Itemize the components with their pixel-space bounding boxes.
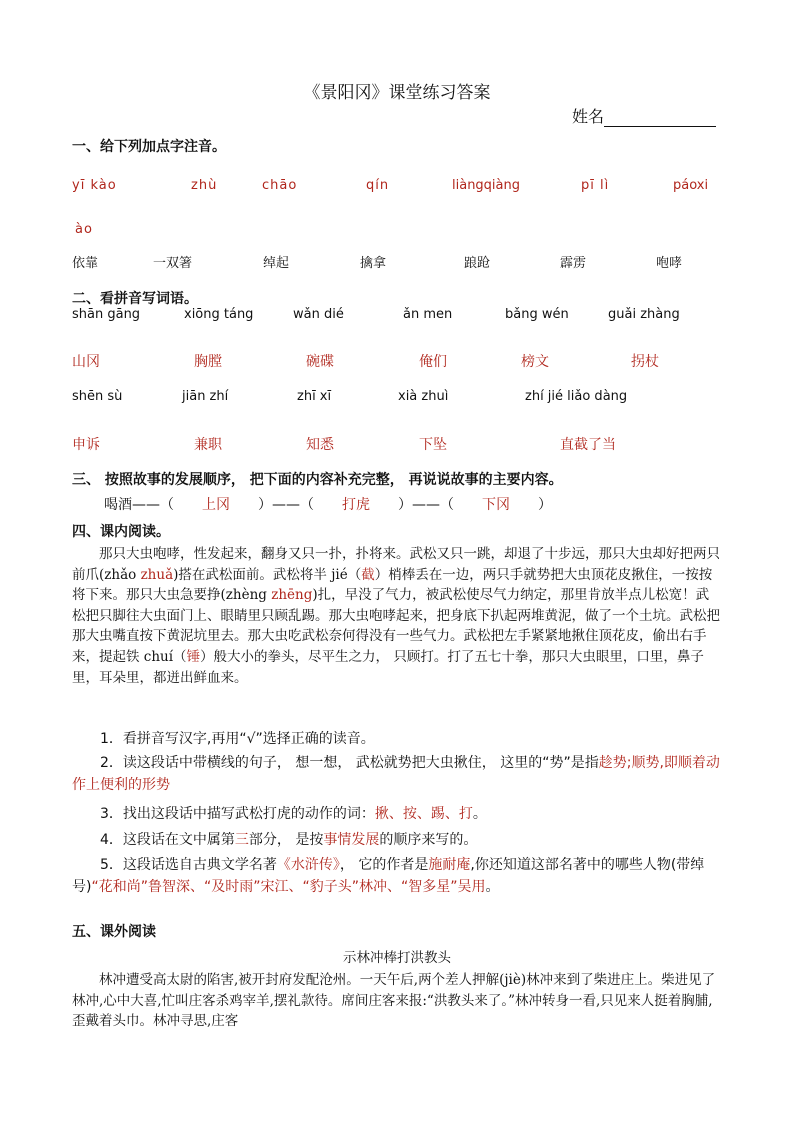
- s2-answer-2: 胸膛: [194, 354, 222, 370]
- s1-pinyin-7: páoxi: [673, 178, 709, 193]
- passage-part-3: ）梢棒丢在一边，两只手就势把大虫顶花皮揪住，一按按将下来。那只大虫急要挣(: [72, 566, 713, 604]
- s3-answer-2: 打虎: [342, 497, 370, 513]
- q3-text: 3．找出这段话中描写武松打虎的动作的词：: [100, 806, 375, 822]
- q4-a: 4．这段话在文中属第: [100, 832, 235, 848]
- q5-answer-2: 施耐庵: [428, 857, 471, 873]
- s2-pinyin-3: wǎn dié: [293, 307, 344, 322]
- section-4-heading: 四、课内阅读。: [72, 524, 170, 540]
- s3-answer-3: 下冈: [482, 497, 510, 513]
- q4-answer-1: 三: [234, 832, 249, 848]
- answer-chui-char: 锤: [186, 648, 201, 665]
- s3-mid-2: ）——（: [398, 497, 454, 513]
- s3-start: 喝酒——（: [104, 497, 174, 513]
- q4-b: 部分， 是按: [248, 832, 324, 848]
- s1-word-4: 擒拿: [360, 256, 387, 271]
- q3-end: 。: [472, 806, 487, 822]
- s1-pinyin-8: ào: [75, 222, 93, 237]
- s2-answer-8: 兼职: [194, 437, 222, 453]
- s1-word-2: 一双箸: [153, 256, 193, 271]
- q5-b: ， 它的作者是: [339, 857, 429, 873]
- s1-pinyin-2: zhù: [191, 178, 218, 193]
- s2-answer-3: 碗碟: [306, 354, 334, 370]
- q5-a: 5．这段话选自古典文学名著: [100, 857, 277, 873]
- name-field: [572, 104, 716, 127]
- s2-pinyin-7: shēn sù: [72, 389, 123, 404]
- s1-pinyin-6: pī lì: [581, 178, 610, 193]
- s3-sequence: [104, 494, 552, 514]
- s2-pinyin-1: shān gāng: [72, 307, 141, 322]
- s1-pinyin-1: yī kào: [72, 178, 117, 193]
- q2-text: 2．读这段话中带横线的句子， 想一想， 武松就势把大虫揪住， 这里的“势”是指: [100, 755, 599, 771]
- section-3-heading: 三、 按照故事的发展顺序， 把下面的内容补充完整， 再说说故事的主要内容。: [72, 472, 563, 488]
- s4-question-1: 1．看拼音写汉字,再用“√”选择正确的读音。: [100, 731, 375, 747]
- name-label: 姓名: [572, 107, 605, 126]
- s1-word-5: 踉跄: [464, 256, 491, 271]
- s2-answer-7: 申诉: [72, 437, 100, 453]
- s3-end: ）: [538, 497, 552, 513]
- s2-pinyin-6: guǎi zhàng: [608, 307, 680, 322]
- passage-part-4: )扎，早没了气力，被武松使尽气力纳定，那里肯放半点儿松宽！武松把只脚往大虫面门上、眼睛里只顾乱踢。那大虫咆哮起来，把身底下扒起两堆黄泥，做了一个土坑。武松把那大虫嘴直按下黄泥坑里去。那大虫吃武松奈何得没有一些气力。武松把左手紧紧地揪住顶花皮，偷出右手来，提起铁 chuí（: [72, 587, 720, 665]
- s2-answer-10: 下坠: [419, 437, 447, 453]
- s2-pinyin-8: jiān zhí: [182, 389, 229, 404]
- name-blank-line: [604, 110, 716, 127]
- s1-word-1: 依靠: [72, 256, 99, 271]
- q4-c: 的顺序来写的。: [379, 832, 478, 848]
- section-2-heading: 二、看拼音写词语。: [72, 291, 198, 307]
- q3-answer: 揪、按、踢、打: [374, 806, 473, 822]
- s4-question-5: [72, 854, 722, 898]
- s1-pinyin-3: chāo: [262, 178, 298, 193]
- section-5-heading: 五、课外阅读: [72, 924, 156, 940]
- s1-word-6: 霹雳: [560, 256, 587, 271]
- s1-word-3: 绰起: [263, 256, 290, 271]
- q5-answer-1: 《水浒传》: [276, 857, 340, 873]
- s2-answer-1: 山冈: [72, 354, 100, 370]
- s4-passage: [72, 544, 722, 688]
- s5-paragraph: 林冲遭受高太尉的陷害,被开封府发配沧州。一天午后,两个差人押解(jiè)林冲来到了柴进庄上。柴进见了林冲,心中大喜,忙叫庄客杀鸡宰羊,摆礼款待。席间庄客来报:“洪教头来了。”林冲转身一看,只见来人挺着胸脯,歪戴着头巾。林冲寻思,庄客: [72, 972, 716, 1030]
- paren-open: （: [347, 566, 362, 583]
- q5-c: ,你还知道这部名著中的哪些人物(带绰号): [72, 857, 705, 895]
- s3-answer-1: 上冈: [202, 497, 230, 513]
- q2-answer: 趁势;顺势,即顺着动作上便利的形势: [72, 755, 720, 793]
- s2-answer-9: 知悉: [306, 437, 334, 453]
- s5-text: [72, 970, 722, 1032]
- s2-pinyin-5: bǎng wén: [505, 307, 569, 322]
- s2-pinyin-11: zhí jié liǎo dàng: [525, 389, 628, 404]
- passage-part-5: ）般大小的拳头，尽平生之力， 只顾打。打了五七十拳，那只大虫眼里，口里，鼻子里，耳朵里，都迸出鲜血来。: [72, 648, 704, 686]
- pinyin-option-1: zhǎo: [104, 566, 137, 583]
- passage-part-1: 那只大虫咆哮，性发起来，翻身又只一扑，扑将来。武松又只一跳，却退了十步远，那只大虫却好把两只前爪(: [72, 546, 720, 583]
- page-title: 《景阳冈》课堂练习答案: [303, 83, 491, 103]
- pinyin-option-4: zhēng: [271, 587, 313, 604]
- pinyin-jie: jié: [331, 566, 348, 583]
- s2-answer-6: 拐杖: [631, 354, 659, 370]
- s2-pinyin-4: ǎn men: [403, 307, 453, 322]
- s2-pinyin-10: xià zhuì: [398, 389, 449, 404]
- q5-answer-3: “花和尚”鲁智深、“及时雨”宋江、“豹子头”林冲、“智多星”吴用: [91, 879, 486, 895]
- s1-pinyin-4: qín: [366, 178, 390, 193]
- s2-answer-4: 俺们: [419, 354, 447, 370]
- q4-answer-2: 事情发展: [323, 832, 380, 848]
- s1-pinyin-5: liàngqiàng: [452, 178, 521, 193]
- s2-pinyin-2: xiōng táng: [184, 307, 254, 322]
- pinyin-option-2: zhuǎ: [140, 566, 174, 583]
- s2-answer-5: 榜文: [521, 354, 549, 370]
- answer-jie-char: 截: [361, 566, 375, 583]
- passage-part-2: )搭在武松面前。武松将半: [173, 566, 327, 583]
- s5-subtitle: 示林冲棒打洪教头: [343, 950, 451, 966]
- pinyin-option-3: zhèng: [225, 587, 267, 604]
- s3-mid-1: ）——（: [258, 497, 314, 513]
- s2-answer-11: 直截了当: [560, 437, 616, 453]
- s4-question-2: [72, 752, 722, 796]
- s1-word-7: 咆哮: [656, 256, 683, 271]
- q5-end: 。: [485, 879, 500, 895]
- section-1-heading: 一、给下列加点字注音。: [72, 139, 226, 155]
- s4-question-3: [72, 803, 722, 825]
- s2-pinyin-9: zhī xī: [297, 389, 332, 404]
- s4-question-4: [72, 829, 722, 851]
